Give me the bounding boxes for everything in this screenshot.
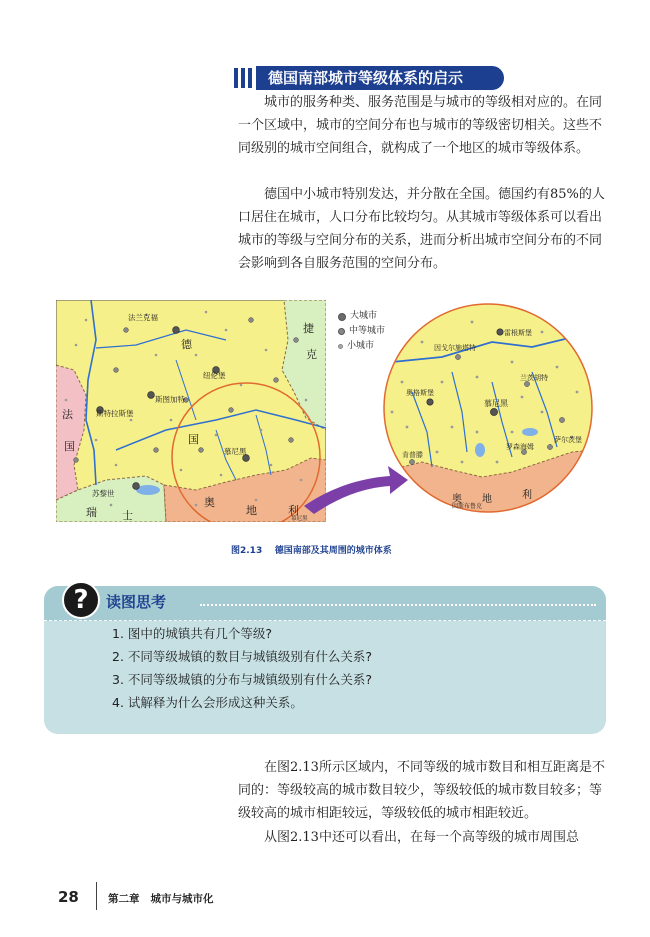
think-divider	[200, 604, 596, 606]
legend-item-medium: 中等城市	[338, 324, 385, 339]
label-fa: 法	[62, 408, 73, 421]
label-salzburg: 萨尔茨堡	[554, 436, 582, 444]
label-ingolstadt: 因戈尔施塔特	[434, 344, 476, 352]
legend-item-small: 小城市	[338, 339, 385, 354]
think-title: 读图思考	[106, 593, 167, 611]
left-map	[56, 300, 326, 522]
label-kempten: 肯普滕	[402, 451, 423, 459]
label-ke: 克	[306, 348, 317, 361]
label-guo: 国	[188, 433, 199, 446]
label-augsburg-r: 奥格斯堡	[406, 389, 434, 397]
label-ao-r: 奥	[452, 494, 462, 505]
label-fa-guo: 国	[64, 440, 75, 453]
label-de: 德	[181, 338, 192, 351]
large-city-icon	[338, 313, 346, 321]
paragraph-4: 从图2.13中还可以看出，在每一个高等级的城市周围总	[264, 830, 579, 845]
label-small: 慕尼黑	[291, 516, 308, 522]
label-shi: 士	[122, 509, 133, 522]
question-list	[112, 622, 372, 714]
question-icon: ?	[62, 581, 100, 619]
label-regensburg: 雷根斯堡	[504, 329, 532, 337]
label-landshut: 兰茨胡特	[520, 374, 548, 382]
label-munich: 慕尼黑	[224, 447, 247, 456]
chapter-title: 第二章 城市与城市化	[108, 893, 214, 905]
label-augsburg: 斯图加特	[155, 395, 185, 404]
label-rosenheim: 罗森海姆	[506, 443, 534, 451]
label-jie: 捷	[303, 322, 314, 335]
label-ao: 奥	[204, 496, 215, 509]
label-li-r: 利	[522, 490, 532, 501]
paragraph-2: 德国中小城市特别发达，并分散在全国。德国约有85%的人口居住在城市，人口分布比较均匀。从其城市等级体系可以看出城市的等级与空间分布的关系，进而分析出城市空间分布的不同会影响到各自服务范围的空间分布。	[238, 187, 605, 271]
paragraph-3: 在图2.13所示区域内，不同等级的城市数目和相互距离是不同的：等级较高的城市数目较少，等级较低的城市数目较多；等级较高的城市相距较远，等级较低的城市相距较近。	[238, 760, 605, 821]
label-rui: 瑞	[86, 506, 97, 519]
heading-bars	[232, 66, 256, 90]
label-stuttgart: 斯特拉斯堡	[96, 409, 134, 418]
footer-divider	[96, 882, 97, 910]
label-munich-r: 慕尼黑	[484, 399, 508, 408]
label-frankfurt: 法兰克福	[128, 313, 158, 322]
small-city-icon	[338, 344, 343, 349]
paragraph-1: 城市的服务种类、服务范围是与城市的等级相对应的。在同一个区域中，城市的空间分布也与城市的等级密切相关。这些不同级别的城市空间组合，就构成了一个地区的城市等级体系。	[238, 95, 603, 156]
label-innsbruck: 因斯布鲁克	[452, 503, 483, 510]
question-item: 4. 试解释为什么会形成这种关系。	[112, 695, 303, 710]
label-nuremberg: 纽伦堡	[203, 371, 226, 380]
question-item: 2. 不同等级城镇的数目与城镇级别有什么关系?	[112, 649, 373, 664]
medium-city-icon	[338, 328, 345, 335]
legend-item-large: 大城市	[338, 309, 385, 324]
label-di-r: 地	[482, 494, 492, 505]
section-title: 德国南部城市等级体系的启示	[256, 66, 504, 90]
question-item: 1. 图中的城镇共有几个等级?	[112, 626, 273, 641]
label-zurich: 苏黎世	[92, 489, 115, 498]
question-item: 3. 不同等级城镇的分布与城镇级别有什么关系?	[112, 672, 373, 687]
right-map	[382, 302, 594, 514]
label-li: 利	[288, 504, 299, 517]
map-legend	[338, 309, 385, 354]
label-di: 地	[246, 504, 257, 517]
figure-caption: 图2.13 德国南部及其周围的城市体系	[231, 546, 392, 556]
page-number: 28	[58, 888, 79, 906]
